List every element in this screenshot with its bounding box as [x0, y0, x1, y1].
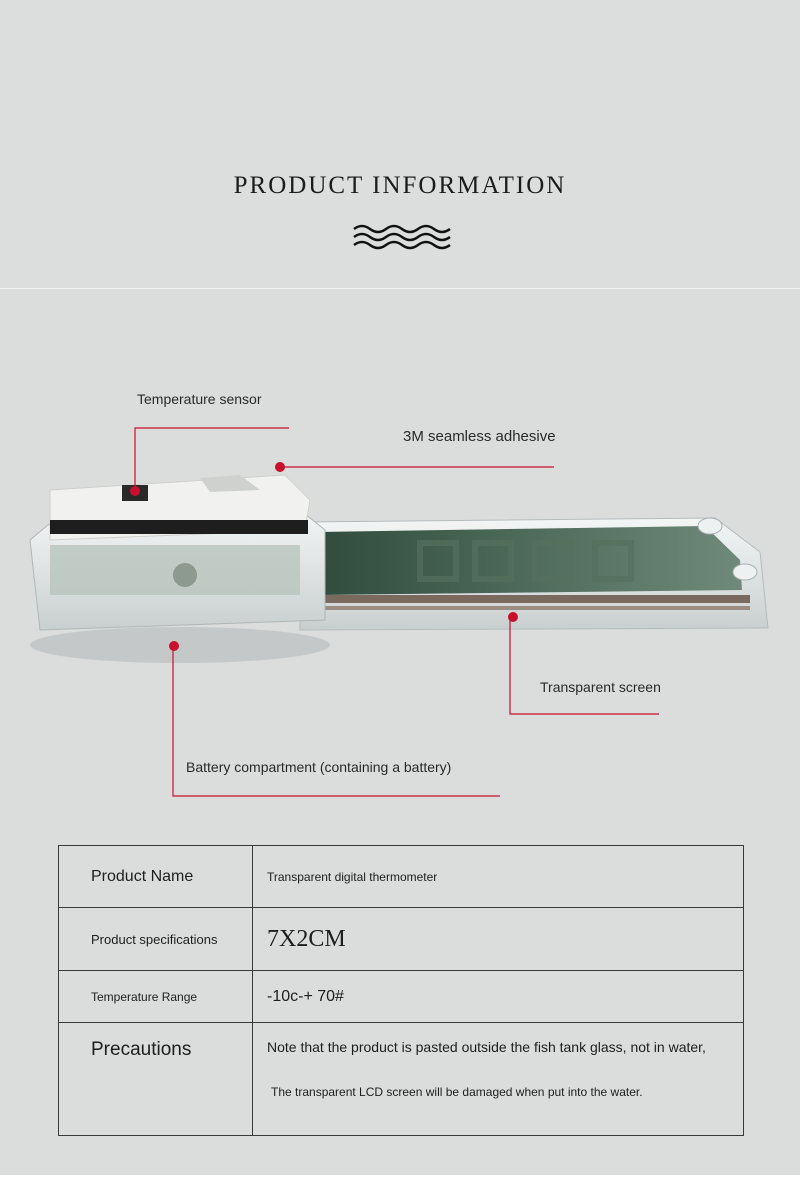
table-row	[59, 908, 744, 971]
wave-icon	[352, 222, 456, 252]
header-section	[0, 0, 800, 289]
spec-table	[58, 845, 744, 1135]
precaution-line-1: Note that the product is pasted outside the fish tank glass, not in water,	[267, 1039, 706, 1055]
table-row	[59, 971, 744, 1023]
row-label: Precautions	[59, 1023, 253, 1136]
product-diagram	[0, 290, 800, 830]
row-value: 7X2CM	[253, 908, 744, 971]
row-value: -10c-+ 70#	[253, 971, 744, 1023]
row-value-cell	[253, 1023, 744, 1136]
row-label: Temperature Range	[59, 971, 253, 1023]
page-title: PRODUCT INFORMATION	[233, 172, 567, 199]
footer-strip	[0, 1175, 800, 1189]
label-battery: Battery compartment (containing a battery)	[186, 759, 452, 775]
row-label: Product specifications	[59, 908, 253, 971]
table-row	[59, 846, 744, 908]
row-value: Transparent digital thermometer	[253, 846, 744, 908]
label-temperature-sensor: Temperature sensor	[137, 391, 262, 407]
precaution-line-2: The transparent LCD screen will be damaged when put into the water.	[271, 1085, 643, 1099]
thermometer-illustration	[0, 290, 800, 830]
row-label: Product Name	[59, 846, 253, 908]
label-transparent-screen: Transparent screen	[540, 679, 661, 695]
label-adhesive: 3M seamless adhesive	[403, 428, 556, 445]
table-row	[59, 1023, 744, 1136]
